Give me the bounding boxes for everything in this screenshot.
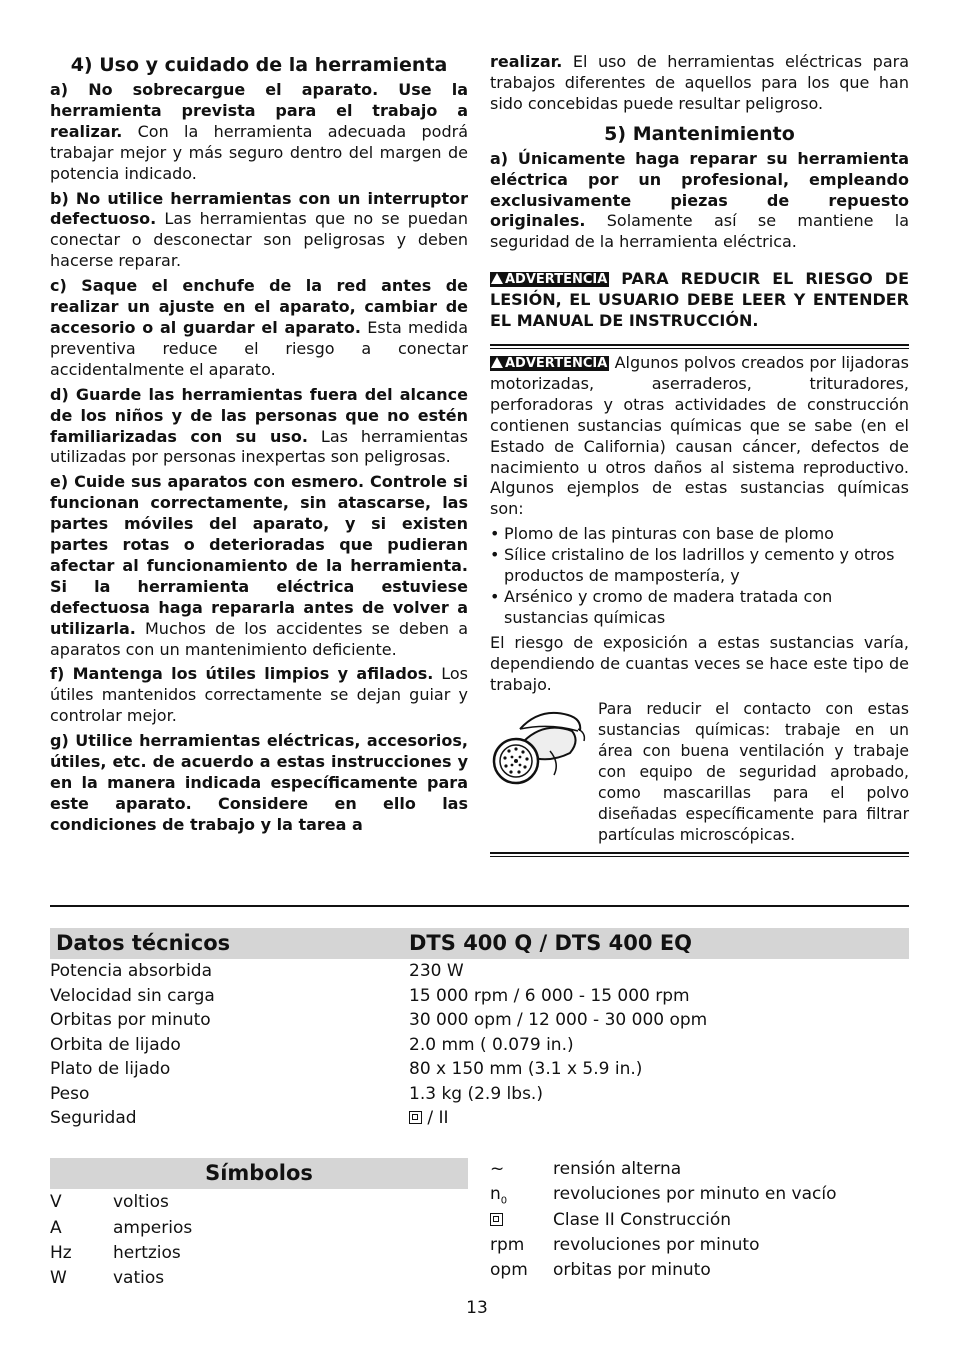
tech-data-header (50, 928, 909, 959)
warning-read-manual: ADVERTENCIA PARA REDUCIR EL RIESGO DE LESIÓN, EL USUARIO DEBE LEER Y ENTENDER EL MANUAL DE INSTRUCCIÓN. (490, 269, 909, 331)
section-divider (50, 905, 909, 907)
respirator-mask-icon (490, 701, 590, 796)
list-item: • Plomo de las pinturas con base de plomo (490, 524, 909, 545)
list-item: d) Guarde las herramientas fuera del alcance de los niños y de las personas que no estén familiarizadas con su uso. Las herramientas utilizadas por personas inexpertas son peligrosas. (50, 384, 468, 467)
list-item: • Sílice cristalino de los ladrillos y cemento y otros productos de mampostería, y (490, 545, 909, 587)
list-item: rpm revoluciones por minuto (490, 1235, 760, 1255)
right-column (490, 52, 909, 857)
section-heading-use-care: 4) Uso y cuidado de la herramienta (70, 54, 448, 76)
warning-triangle-icon (491, 357, 503, 368)
mask-block (490, 699, 909, 845)
table-row: Plato de lijado 80 x 150 mm (3.1 x 5.9 in.) (50, 1059, 643, 1079)
list-item: f) Mantenga los útiles limpios y afilados. Los útiles mantenidos correctamente se dejan guiar y controlar mejor. (50, 664, 468, 726)
model-name: DTS 400 Q / DTS 400 EQ (409, 931, 693, 955)
warning-badge: ADVERTENCIA (490, 272, 609, 287)
mask-text: Para reducir el contacto con estas sustancias químicas: trabaje en un área con buena ventilación y trabaje con equipo de seguridad aprobado, como mascarillas para el polvo diseñadas específicamente para filtrar partículas microscópicas. (598, 700, 909, 844)
list-item: e) Cuide sus aparatos con esmero. Controle si funcionan correctamente, sin atascarse, las partes móviles del aparato, y si existen partes rotas o deterioradas que pudieran afectar al funcionamiento de la herramienta. Si la herramienta eléctrica estuviese defectuosa haga repararla antes de volver a utilizarla. Muchos de los accidentes se deben a aparatos con un mantenimiento deficiente. (50, 472, 468, 659)
list-item: A amperios (50, 1217, 193, 1238)
table-row: Potencia absorbida 230 W (50, 961, 464, 981)
table-row: Orbita de lijado 2.0 mm ( 0.079 in.) (50, 1034, 574, 1055)
table-row: Orbitas por minuto 30 000 opm / 12 000 - 30 000 opm (50, 1010, 708, 1030)
divider (490, 344, 909, 349)
warning-chemicals: ADVERTENCIA Algunos polvos creados por lijadoras motorizadas, aserraderos, trituradores, perforadoras y otras actividades de construcción contienen sustancias químicas que se sabe (en el Estado de California) causan cáncer, defectos de nacimiento u otros daños al sistema reproductivo. Algunos ejemplos de estas sustancias químicas son: (490, 352, 909, 519)
tech-data-title: Datos técnicos (56, 931, 231, 955)
page-number: 13 (466, 1298, 488, 1318)
list-item: ~ rensión alterna (490, 1159, 682, 1179)
divider (490, 852, 909, 857)
table-row: Peso 1.3 kg (2.9 lbs.) (50, 1083, 543, 1104)
list-item: Clase II Construcción (490, 1208, 909, 1233)
list-item: • Arsénico y cromo de madera tratada con sustancias químicas (490, 587, 909, 629)
risk-paragraph: El riesgo de exposición a estas sustancias varía, dependiendo de cuantas veces se hace este tipo de trabajo. (490, 632, 909, 694)
list-item: b) No utilice herramientas con un interruptor defectuoso. Las herramientas que no se puedan conectar o desconectar son peligrosas y deben hacerse reparar. (50, 188, 468, 271)
list-item: c) Saque el enchufe de la red antes de realizar un ajuste en el aparato, cambiar de accesorio o al guardar el aparato. Esta medida preventiva reduce el riesgo a conectar accidentalmente el aparato. (50, 276, 469, 379)
class-ii-icon (409, 1111, 422, 1124)
list-item: Hz hertzios (50, 1243, 181, 1263)
section-heading-maintenance: 5) Mantenimiento (604, 122, 795, 145)
table-row: Seguridad / II (50, 1108, 449, 1128)
list-item: $n_0$ revoluciones por minuto en vacío (490, 1184, 837, 1207)
class-ii-icon (490, 1213, 503, 1226)
use-care-list (50, 80, 468, 836)
symbols-title: Símbolos (205, 1161, 313, 1185)
continued-paragraph: realizar. El uso de herramientas eléctricas para trabajos diferentes de aquellos para los que han sido concebidas puede resultar peligroso. (490, 52, 909, 113)
list-item: W vatios (50, 1268, 165, 1288)
list-item: a) No sobrecargue el aparato. Use la herramienta prevista para el trabajo a realizar. Con la herramienta adecuada podrá trabajar mejor y más seguro dentro del margen de potencia indicado. (50, 80, 468, 183)
chemical-list (490, 524, 909, 629)
table-row: Velocidad sin carga 15 000 rpm / 6 000 - 15 000 rpm (50, 985, 690, 1006)
list-item: V voltios (50, 1192, 169, 1212)
symbols-header (50, 1158, 468, 1189)
maintenance-paragraph: a) Únicamente haga reparar su herramienta eléctrica por un profesional, empleando exclusivamente piezas de repuesto originales. Solamente así se mantiene la seguridad de la herramienta eléctrica. (490, 148, 909, 252)
warning-triangle-icon (491, 273, 503, 284)
left-column (50, 52, 468, 840)
list-item: g) Utilice herramientas eléctricas, accesorios, útiles, etc. de acuerdo a estas instrucciones y en la manera indicada específicamente para este aparato. Considere en ello las condiciones de trabajo y la tarea a (50, 731, 468, 834)
list-item: opm orbitas por minuto (490, 1260, 711, 1280)
warning-badge: ADVERTENCIA (490, 356, 609, 371)
